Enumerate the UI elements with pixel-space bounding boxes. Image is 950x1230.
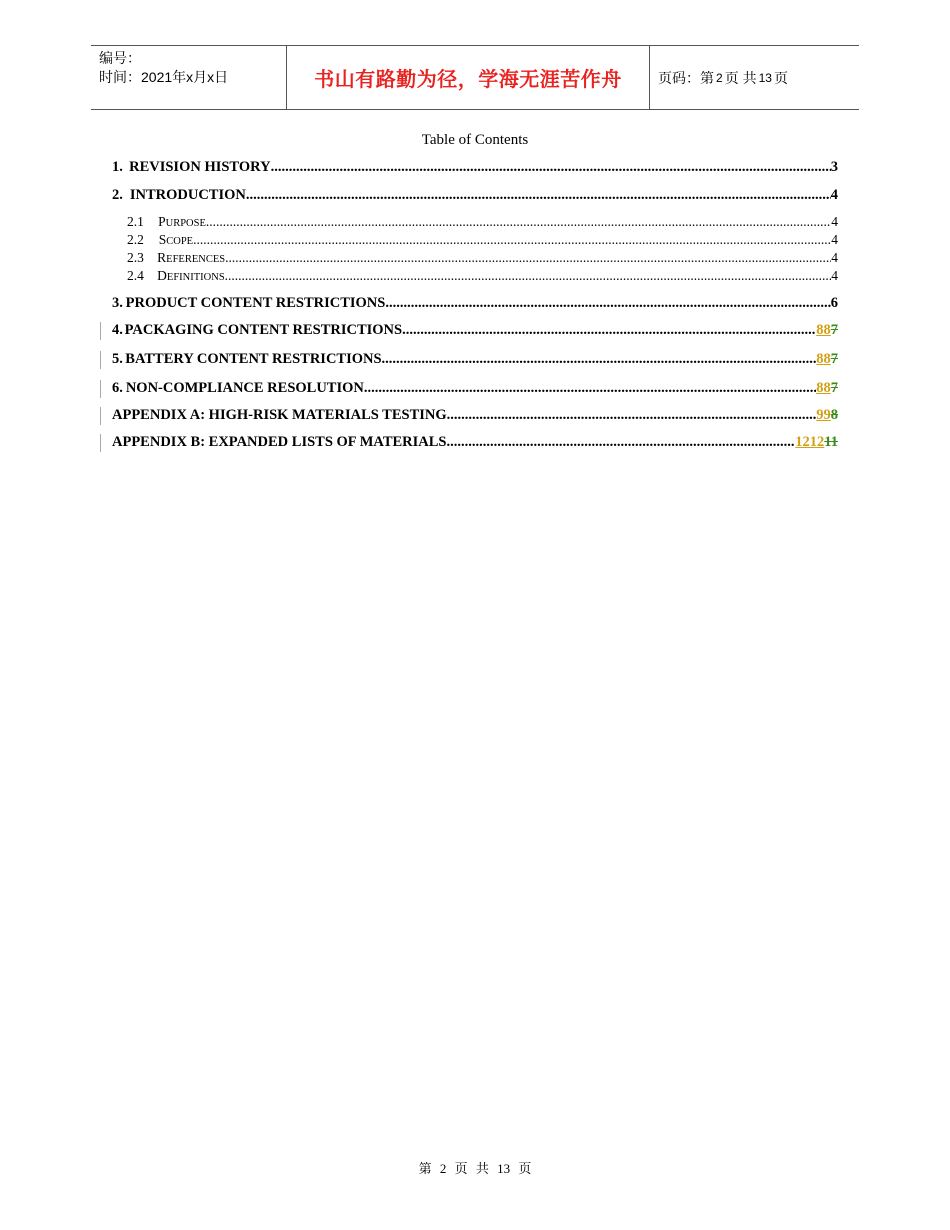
toc-subentry-number: 2.4 — [127, 268, 144, 283]
toc-leader-dots — [246, 187, 831, 204]
toc-subentry-label — [157, 250, 225, 266]
toc-entry-number: 5. — [112, 351, 123, 367]
toc-leader-dots — [385, 295, 830, 312]
toc-subentry-label — [159, 232, 193, 248]
header-number-label: 编号： — [99, 50, 141, 66]
toc-subentry-definitions[interactable] — [127, 268, 838, 284]
toc-entry-non-compliance[interactable] — [112, 380, 838, 397]
toc-leader-dots — [271, 159, 831, 176]
toc-entry-page: 6 — [830, 295, 838, 311]
page-footer: 第 2 页 共 13 页 — [418, 1161, 532, 1176]
toc-entry-page — [816, 407, 838, 424]
inserted-page-number: 88 — [816, 380, 831, 396]
page-header — [91, 45, 859, 110]
revision-change-bar — [100, 407, 101, 425]
deleted-page-number: 7 — [830, 322, 838, 338]
toc-leader-dots — [193, 232, 831, 248]
toc-subentry-page: 4 — [831, 232, 838, 247]
label-initial: D — [157, 268, 167, 283]
toc-entry-label: PACKAGING CONTENT RESTRICTIONS — [124, 322, 403, 338]
deleted-page-number: 8 — [830, 407, 838, 423]
toc-entry-appendix-b[interactable] — [112, 434, 838, 451]
label-rest: EFERENCES — [166, 254, 226, 265]
toc-entry-number: 1. — [112, 159, 123, 175]
toc-entry-appendix-a[interactable] — [112, 407, 838, 424]
toc-subentry-label — [158, 214, 206, 230]
toc-entry-label: PRODUCT CONTENT RESTRICTIONS — [125, 295, 386, 311]
toc-subentry-page: 4 — [831, 214, 838, 229]
toc-entry-packaging-content[interactable] — [112, 322, 838, 339]
deleted-page-number: 7 — [830, 351, 838, 367]
toc-entry-page — [816, 351, 838, 368]
toc-entry-label: NON-COMPLIANCE RESOLUTION — [125, 380, 364, 396]
toc-entry-label: APPENDIX A: HIGH-RISK MATERIALS TESTING — [112, 407, 447, 423]
toc-entry-introduction[interactable] — [112, 187, 838, 204]
revision-change-bar — [100, 380, 101, 398]
header-motto-cell — [287, 46, 650, 109]
toc-subentry-purpose[interactable] — [127, 214, 838, 230]
toc-entry-label: REVISION HISTORY — [129, 159, 271, 175]
deleted-page-number: 7 — [830, 380, 838, 396]
header-date: 时间：2021年x月x日 — [99, 69, 229, 85]
toc-entry-page: 3 — [830, 159, 838, 175]
inserted-page-number: 1212 — [795, 434, 825, 450]
toc-leader-dots — [225, 250, 831, 266]
toc-entry-battery-content[interactable] — [112, 351, 838, 368]
toc-entry-number: 3. — [112, 295, 123, 311]
page-current: 2 — [716, 70, 723, 85]
label-initial: R — [157, 250, 167, 265]
toc-leader-dots — [402, 322, 816, 339]
toc-subentry-number: 2.1 — [127, 214, 144, 229]
label-rest: URPOSE — [165, 218, 206, 229]
page-label-post: 页 — [773, 69, 788, 86]
deleted-page-number: 11 — [824, 434, 838, 450]
toc-entry-page — [816, 380, 838, 397]
label-initial: P — [158, 214, 166, 229]
toc-entry-product-content[interactable] — [112, 295, 838, 312]
toc-entry-label: BATTERY CONTENT RESTRICTIONS — [125, 351, 382, 367]
header-motto: 书山有路勤为径，学海无涯苦作舟 — [314, 69, 622, 91]
toc-entry-number: 4. — [112, 322, 123, 338]
toc-leader-dots — [382, 351, 817, 368]
toc-subentry-page: 4 — [831, 250, 838, 265]
toc-entry-number: 6. — [112, 380, 123, 396]
revision-change-bar — [100, 322, 101, 340]
toc-leader-dots — [446, 434, 795, 451]
toc-leader-dots — [225, 268, 832, 284]
toc-leader-dots — [447, 407, 817, 424]
toc-title: Table of Contents — [421, 132, 529, 148]
inserted-page-number: 88 — [816, 351, 831, 367]
label-rest: EFINITIONS — [166, 272, 225, 283]
toc-entry-revision-history[interactable] — [112, 159, 838, 176]
toc-entry-page — [816, 322, 838, 339]
toc-entry-label: INTRODUCTION — [129, 187, 246, 203]
toc-entry-number: 2. — [112, 187, 123, 203]
toc-subentry-references[interactable] — [127, 250, 838, 266]
header-page-info — [650, 46, 859, 109]
toc-entry-page: 4 — [830, 187, 838, 203]
toc-leader-dots — [206, 214, 831, 230]
toc-entry-label: APPENDIX B: EXPANDED LISTS OF MATERIALS — [112, 434, 447, 450]
toc-entry-page — [795, 434, 838, 451]
page-total: 13 — [758, 70, 772, 85]
toc-subentry-number: 2.3 — [127, 250, 144, 265]
revision-change-bar — [100, 351, 101, 369]
toc-subentry-page: 4 — [831, 268, 838, 283]
header-meta — [91, 46, 287, 109]
page-label-pre: 页码：第 — [658, 69, 714, 86]
label-rest: COPE — [166, 236, 194, 247]
label-initial: S — [158, 232, 167, 247]
page-label-mid: 页 共 — [724, 69, 757, 86]
toc-subentry-label — [157, 268, 225, 284]
inserted-page-number: 88 — [816, 322, 831, 338]
toc-leader-dots — [364, 380, 816, 397]
revision-change-bar — [100, 434, 101, 452]
inserted-page-number: 99 — [816, 407, 831, 423]
toc-subentry-number: 2.2 — [127, 232, 144, 247]
toc-subentry-scope[interactable] — [127, 232, 838, 248]
